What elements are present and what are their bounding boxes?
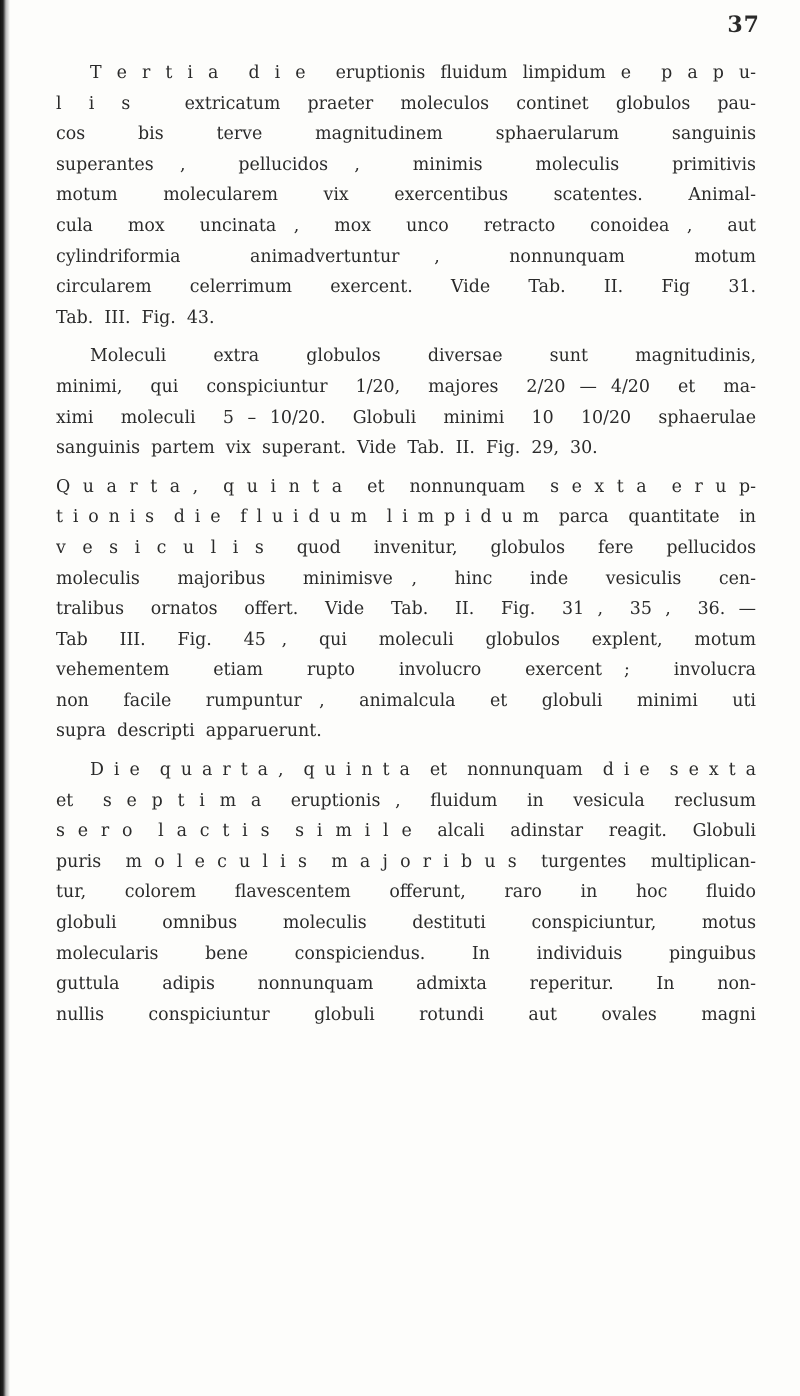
text-line: T e r t i a d i e eruptionis fluidum limpidum e p a p u-: [90, 63, 756, 83]
text-line: globuli omnibus moleculis destituti conspiciuntur, motus: [56, 913, 756, 934]
text-line: tralibus ornatos offert. Vide Tab. II. Fig. 31 , 35 , 36. —: [56, 599, 756, 620]
paragraph-quarta: [56, 472, 756, 747]
text-line: motum molecularem vix exercentibus scatentes. Animal-: [56, 185, 756, 206]
page-body: [56, 58, 756, 1038]
text-line: molecularis bene conspiciendus. In individuis pinguibus: [56, 943, 756, 964]
page-number: 37: [727, 12, 760, 38]
text-line: minimi, qui conspiciuntur 1/20, majores 2/20 — 4/20 et ma-: [56, 376, 756, 397]
text-line: circularem celerrimum exercent. Vide Tab. II. Fig 31.: [56, 277, 756, 298]
text-line: Moleculi extra globulos diversae sunt magnitudinis,: [90, 346, 756, 367]
text-line: ximi moleculi 5 – 10/20. Globuli minimi 10 10/20 sphaerulae: [56, 407, 756, 428]
text-line: s e r o l a c t i s s i m i l e alcali adinstar reagit. Globuli: [56, 821, 756, 842]
text-line: D i e q u a r t a , q u i n t a et nonnunquam d i e s e x t a: [90, 760, 756, 781]
text-line: non facile rumpuntur , animalcula et globuli minimi uti: [56, 690, 756, 711]
text-line: cylindriformia animadvertuntur , nonnunquam motum: [56, 246, 756, 267]
text-line: sanguinis partem vix superant. Vide Tab. II. Fig. 29, 30.: [56, 438, 598, 459]
text-line: v e s i c u l i s quod invenitur, globulos fere pellucidos: [56, 537, 756, 558]
text-line: et s e p t i m a eruptionis , fluidum in vesicula reclusum: [56, 790, 756, 811]
text-line: t i o n i s d i e f l u i d u m l i m p i d u m parca quantitate in: [56, 507, 756, 528]
text-line: supra descripti apparuerunt.: [56, 721, 322, 742]
text-line: Tab III. Fig. 45 , qui moleculi globulos explent, motum: [56, 629, 756, 650]
paragraph-die-quarta: [56, 755, 756, 1030]
paragraph-tertia: [56, 58, 756, 333]
text-line: guttula adipis nonnunquam admixta reperitur. In non-: [56, 974, 756, 995]
text-line: tur, colorem flavescentem offerunt, raro in hoc fluido: [56, 882, 756, 903]
page-gutter-shadow: [0, 0, 10, 1396]
text-line: vehementem etiam rupto involucro exercent ; involucra: [56, 660, 756, 681]
text-line: puris m o l e c u l i s m a j o r i b u s turgentes multiplican-: [56, 851, 756, 872]
text-line: Q u a r t a , q u i n t a et nonnunquam s e x t a e r u p-: [56, 476, 756, 497]
text-line: cos bis terve magnitudinem sphaerularum sanguinis: [56, 124, 756, 145]
text-line: nullis conspiciuntur globuli rotundi aut ovales magni: [56, 1004, 756, 1025]
text-line: Tab. III. Fig. 43.: [56, 307, 215, 328]
text-line: l i s extricatum praeter moleculos continet globulos pau-: [56, 93, 756, 114]
text-line: moleculis majoribus minimisve , hinc inde vesiculis cen-: [56, 568, 756, 589]
text-line: superantes , pellucidos , minimis moleculis primitivis: [56, 154, 756, 175]
paragraph-moleculi: [56, 341, 756, 463]
text-line: cula mox uncinata , mox unco retracto conoidea , aut: [56, 215, 756, 236]
